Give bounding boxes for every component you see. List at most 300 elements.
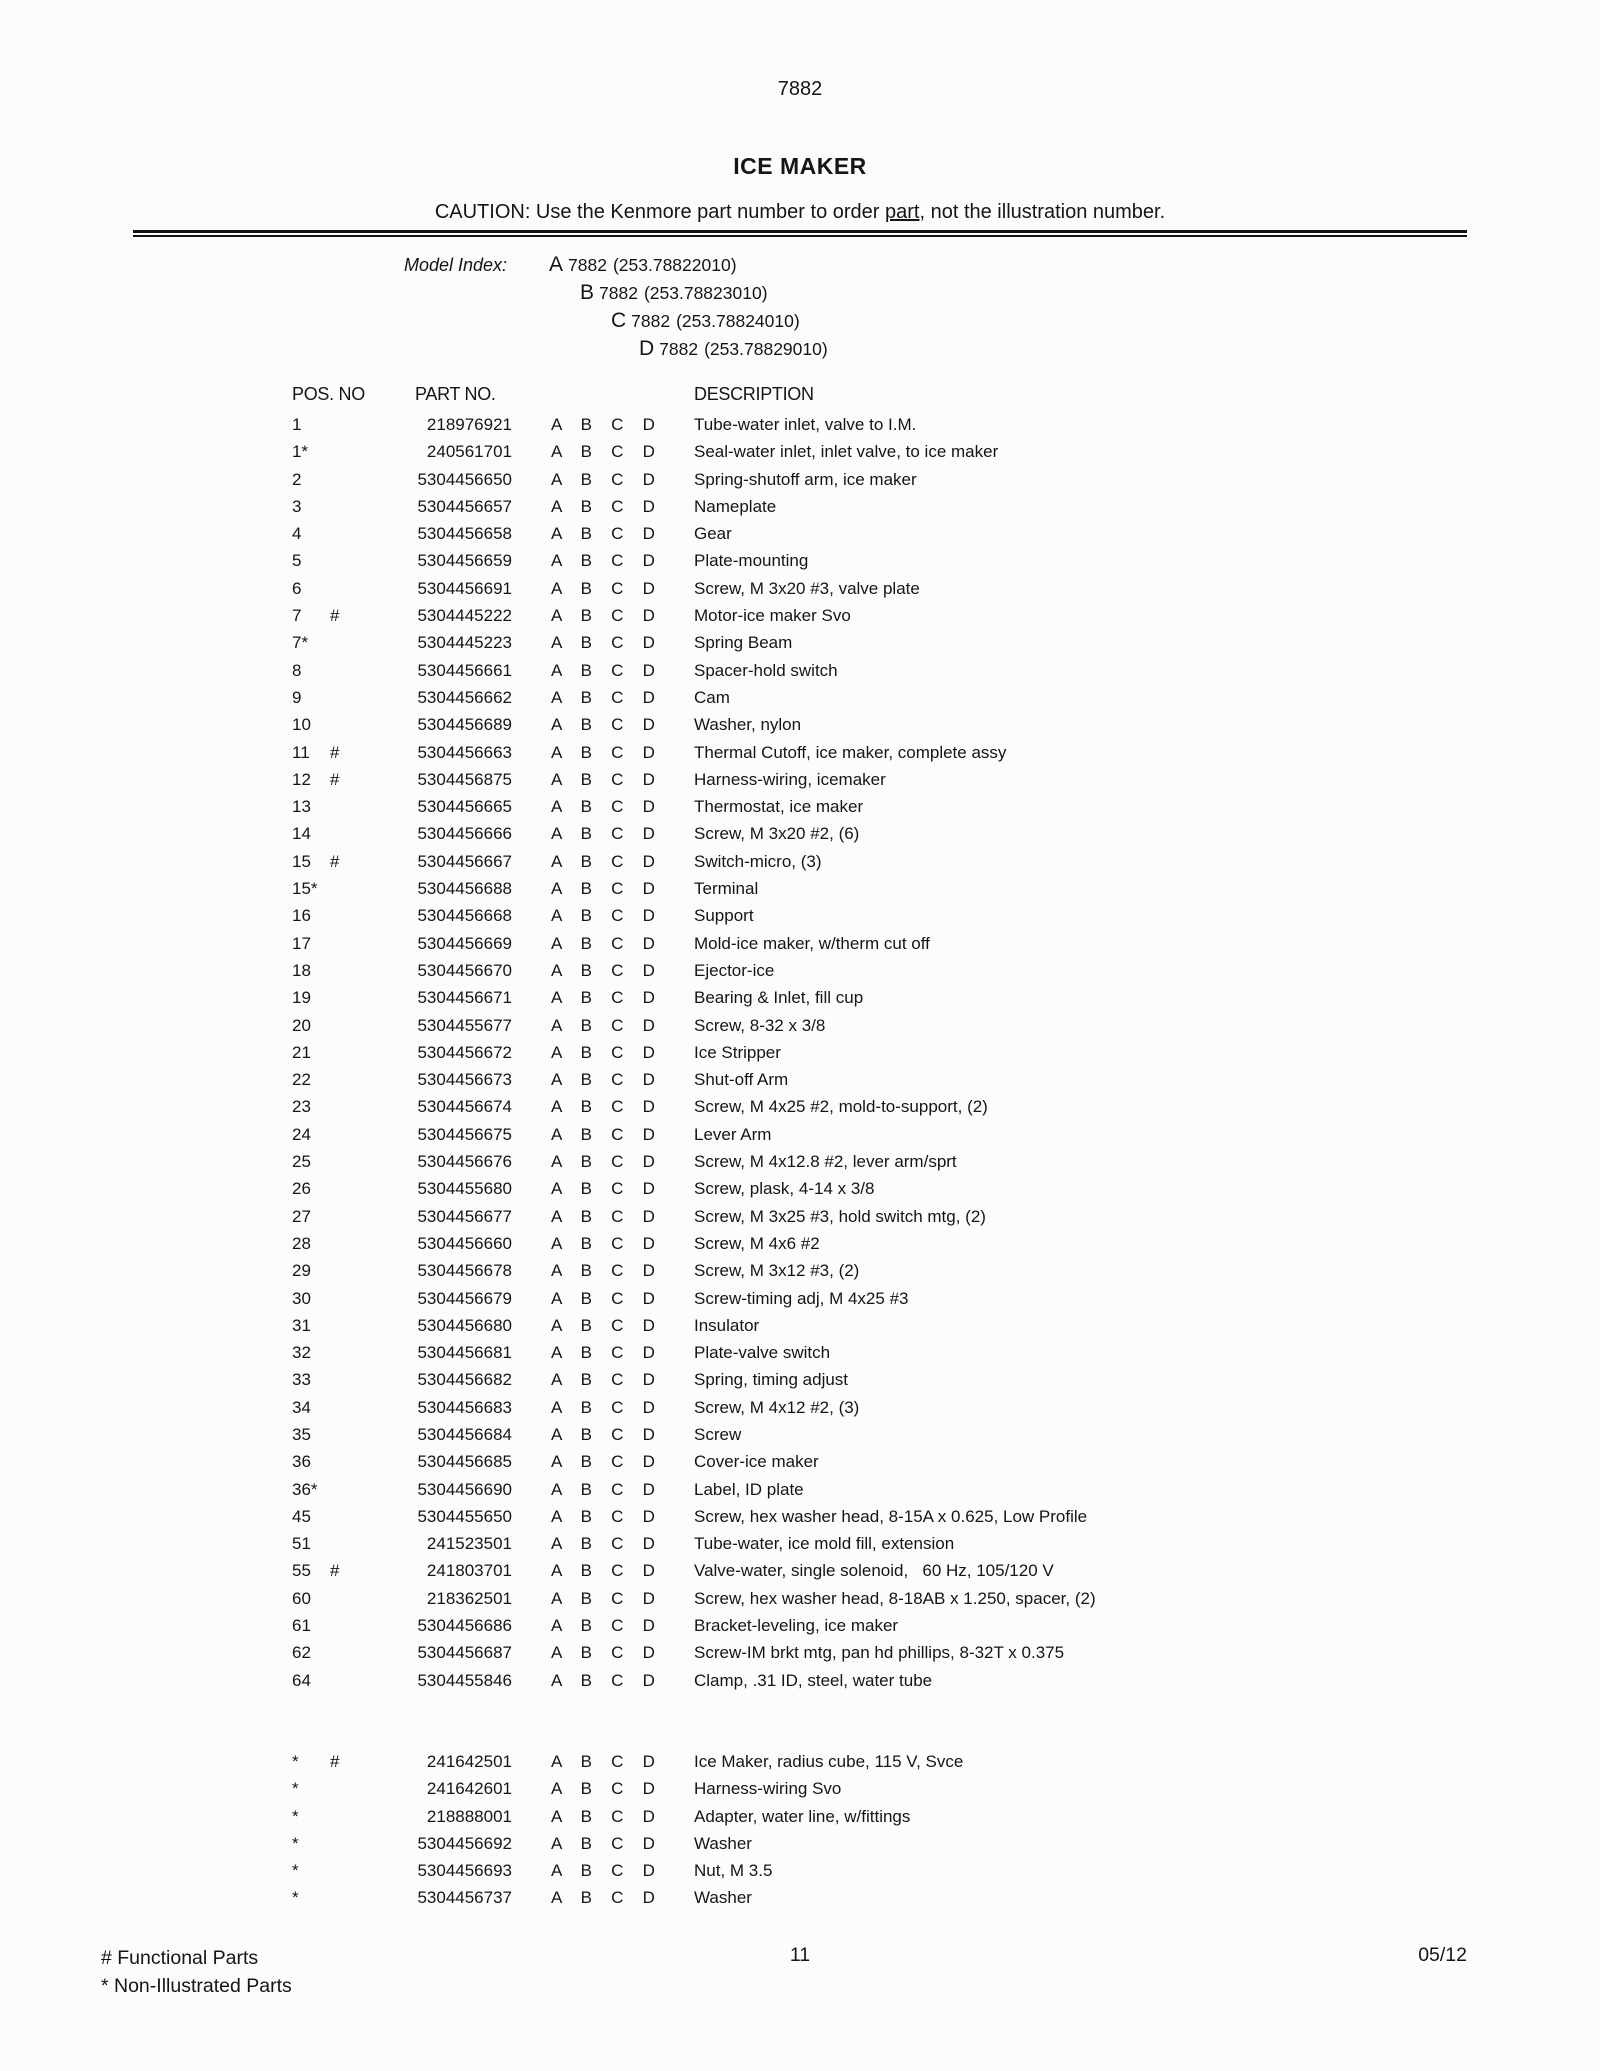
table-row <box>0 466 1600 493</box>
table-row <box>0 520 1600 547</box>
row-pos-no: 62 <box>292 1643 311 1663</box>
model-name: 7882 <box>659 339 699 359</box>
row-part-no: 5304445222 <box>417 606 512 626</box>
row-model-letters: A B C D <box>551 1206 655 1226</box>
table-row <box>0 1830 1600 1857</box>
row-part-no: 5304456875 <box>417 769 512 789</box>
row-description: Tube-water, ice mold fill, extension <box>694 1534 955 1554</box>
table-row <box>0 1039 1600 1066</box>
row-part-no: 218362501 <box>426 1588 512 1608</box>
table-row <box>0 930 1600 957</box>
row-part-no: 5304456665 <box>417 797 512 817</box>
row-description: Spring, timing adjust <box>694 1370 849 1390</box>
model-letter: B <box>580 281 595 304</box>
row-description: Washer <box>694 1833 752 1853</box>
row-description: Screw, M 3x25 #3, hold switch mtg, (2) <box>694 1206 986 1226</box>
table-row <box>0 766 1600 793</box>
table-row <box>0 684 1600 711</box>
row-pos-no: 20 <box>292 1015 311 1035</box>
model-index-entry <box>0 279 1600 307</box>
row-model-letters: A B C D <box>551 1424 655 1444</box>
row-description: Plate-valve switch <box>694 1343 831 1363</box>
row-pos-no: 23 <box>292 1097 311 1117</box>
row-functional-flag: # <box>330 851 340 871</box>
row-description: Valve-water, single solenoid, 60 Hz, 105/120 V <box>694 1561 1054 1581</box>
row-pos-no: 21 <box>292 1042 311 1062</box>
table-row <box>0 1557 1600 1584</box>
row-model-letters: A B C D <box>551 469 655 489</box>
table-row <box>0 575 1600 602</box>
row-model-letters: A B C D <box>551 1097 655 1117</box>
row-pos-no: 32 <box>292 1343 311 1363</box>
row-part-no: 5304456671 <box>417 988 512 1008</box>
row-model-letters: A B C D <box>551 1534 655 1554</box>
table-row <box>0 1585 1600 1612</box>
row-part-no: 240561701 <box>426 442 512 462</box>
row-part-no: 5304456689 <box>417 715 512 735</box>
table-row <box>0 1421 1600 1448</box>
row-part-no: 5304456668 <box>417 906 512 926</box>
row-description: Motor-ice maker Svo <box>694 606 851 626</box>
table-row <box>0 793 1600 820</box>
row-description: Insulator <box>694 1315 760 1335</box>
non-illustrated-parts-note: * Non-Illustrated Parts <box>101 1975 292 1997</box>
row-part-no: 5304456673 <box>417 1070 512 1090</box>
row-model-letters: A B C D <box>551 1315 655 1335</box>
table-row <box>0 957 1600 984</box>
row-description: Screw, M 4x12.8 #2, lever arm/sprt <box>694 1152 957 1172</box>
row-pos-no: 2 <box>292 469 302 489</box>
table-row <box>0 820 1600 847</box>
row-part-no: 5304456676 <box>417 1152 512 1172</box>
model-index-list <box>0 251 1600 363</box>
row-part-no: 5304456672 <box>417 1042 512 1062</box>
row-description: Screw-timing adj, M 4x25 #3 <box>694 1288 909 1308</box>
row-model-letters: A B C D <box>551 906 655 926</box>
row-description: Shut-off Arm <box>694 1070 789 1090</box>
row-part-no: 5304456690 <box>417 1479 512 1499</box>
table-row <box>0 1312 1600 1339</box>
row-part-no: 5304456691 <box>417 578 512 598</box>
row-description: Bearing & Inlet, fill cup <box>694 988 864 1008</box>
row-pos-no: 27 <box>292 1206 311 1226</box>
row-pos-no: * <box>292 1779 299 1799</box>
row-part-no: 5304456675 <box>417 1124 512 1144</box>
table-row <box>0 848 1600 875</box>
row-pos-no: 51 <box>292 1534 311 1554</box>
table-row <box>0 1285 1600 1312</box>
row-functional-flag: # <box>330 1561 340 1581</box>
row-model-letters: A B C D <box>551 1833 655 1853</box>
row-part-no: 5304456679 <box>417 1288 512 1308</box>
column-header-description: DESCRIPTION <box>694 384 814 404</box>
row-part-no: 241642601 <box>426 1779 512 1799</box>
row-functional-flag: # <box>330 1751 340 1771</box>
page-number: 11 <box>789 1944 811 1966</box>
row-pos-no: 14 <box>292 824 311 844</box>
table-row <box>0 1639 1600 1666</box>
row-part-no: 241642501 <box>426 1751 512 1771</box>
row-part-no: 5304456661 <box>417 660 512 680</box>
row-model-letters: A B C D <box>551 1588 655 1608</box>
row-model-letters: A B C D <box>551 1670 655 1690</box>
row-pos-no: 17 <box>292 933 311 953</box>
row-pos-no: 45 <box>292 1506 311 1526</box>
table-row <box>0 1093 1600 1120</box>
row-description: Adapter, water line, w/fittings <box>694 1806 911 1826</box>
row-description: Support <box>694 906 754 926</box>
row-pos-no: 28 <box>292 1233 311 1253</box>
table-row <box>0 984 1600 1011</box>
row-model-letters: A B C D <box>551 1806 655 1826</box>
row-description: Plate-mounting <box>694 551 809 571</box>
table-row <box>0 1066 1600 1093</box>
row-model-letters: A B C D <box>551 1616 655 1636</box>
row-pos-no: 9 <box>292 687 302 707</box>
row-description: Screw, hex washer head, 8-15A x 0.625, Low Profile <box>694 1506 1088 1526</box>
row-pos-no: 29 <box>292 1261 311 1281</box>
row-model-letters: A B C D <box>551 660 655 680</box>
row-model-letters: A B C D <box>551 1751 655 1771</box>
row-model-letters: A B C D <box>551 1479 655 1499</box>
row-model-letters: A B C D <box>551 879 655 899</box>
table-row <box>0 438 1600 465</box>
row-pos-no: 55 <box>292 1561 311 1581</box>
row-part-no: 5304456662 <box>417 687 512 707</box>
row-part-no: 5304456683 <box>417 1397 512 1417</box>
row-model-letters: A B C D <box>551 1888 655 1908</box>
row-pos-no: 6 <box>292 578 302 598</box>
table-row <box>0 1667 1600 1694</box>
table-row <box>0 602 1600 629</box>
table-row <box>0 1175 1600 1202</box>
row-description: Screw-IM brkt mtg, pan hd phillips, 8-32T x 0.375 <box>694 1643 1065 1663</box>
row-pos-no: 16 <box>292 906 311 926</box>
row-pos-no: 64 <box>292 1670 311 1690</box>
row-part-no: 5304455846 <box>417 1670 512 1690</box>
row-pos-no: 13 <box>292 797 311 817</box>
row-pos-no: 15* <box>292 879 318 899</box>
caution-underlined-word: part <box>885 201 920 223</box>
table-row <box>0 1803 1600 1830</box>
row-pos-no: * <box>292 1806 299 1826</box>
row-functional-flag: # <box>330 769 340 789</box>
table-row <box>0 1748 1600 1775</box>
row-pos-no: 11 <box>292 742 310 762</box>
row-pos-no: 1 <box>292 415 302 434</box>
column-header-pos-no: POS. NO <box>292 384 365 404</box>
row-description: Screw, 8-32 x 3/8 <box>694 1015 826 1035</box>
table-row <box>0 739 1600 766</box>
row-part-no: 5304456659 <box>417 551 512 571</box>
row-model-letters: A B C D <box>551 415 655 434</box>
row-pos-no: 4 <box>292 524 302 544</box>
row-model-letters: A B C D <box>551 633 655 653</box>
row-model-letters: A B C D <box>551 1397 655 1417</box>
row-part-no: 5304456657 <box>417 496 512 516</box>
row-part-no: 241803701 <box>426 1561 512 1581</box>
caution-suffix: , not the illustration number. <box>919 201 1166 223</box>
row-pos-no: 35 <box>292 1424 311 1444</box>
row-description: Screw, M 3x20 #2, (6) <box>694 824 860 844</box>
row-pos-no: 19 <box>292 988 311 1008</box>
row-part-no: 5304456693 <box>417 1861 512 1881</box>
row-model-letters: A B C D <box>551 769 655 789</box>
row-functional-flag: # <box>330 606 340 626</box>
row-model-letters: A B C D <box>551 1452 655 1472</box>
row-model-letters: A B C D <box>551 1015 655 1035</box>
row-pos-no: * <box>292 1861 299 1881</box>
row-pos-no: 7* <box>292 633 309 653</box>
row-description: Screw, M 4x12 #2, (3) <box>694 1397 860 1417</box>
row-model-letters: A B C D <box>551 442 655 462</box>
table-row <box>0 902 1600 929</box>
model-number: (253.78822010) <box>612 255 737 275</box>
row-description: Nut, M 3.5 <box>694 1861 773 1881</box>
page-title: ICE MAKER <box>733 153 867 179</box>
row-model-letters: A B C D <box>551 1179 655 1199</box>
functional-parts-note: # Functional Parts <box>101 1947 259 1969</box>
row-part-no: 241523501 <box>426 1534 512 1554</box>
row-description: Nameplate <box>694 496 777 516</box>
row-model-letters: A B C D <box>551 933 655 953</box>
row-description: Mold-ice maker, w/therm cut off <box>694 933 930 953</box>
caution-prefix: CAUTION: Use the Kenmore part number to order <box>434 201 885 223</box>
row-part-no: 5304456667 <box>417 851 512 871</box>
table-row <box>0 1230 1600 1257</box>
row-model-letters: A B C D <box>551 1561 655 1581</box>
row-model-letters: A B C D <box>551 687 655 707</box>
model-index-block <box>0 251 1600 363</box>
caution-line <box>0 201 1600 224</box>
table-row <box>0 1257 1600 1284</box>
row-model-letters: A B C D <box>551 551 655 571</box>
row-pos-no: * <box>292 1833 299 1853</box>
row-model-letters: A B C D <box>551 1070 655 1090</box>
row-model-letters: A B C D <box>551 797 655 817</box>
row-description: Spring Beam <box>694 633 793 653</box>
row-description: Spring-shutoff arm, ice maker <box>694 469 917 489</box>
row-description: Screw, M 3x12 #3, (2) <box>694 1261 860 1281</box>
row-model-letters: A B C D <box>551 960 655 980</box>
row-description: Harness-wiring Svo <box>694 1779 842 1799</box>
row-description: Ejector-ice <box>694 960 775 980</box>
model-index-entry <box>0 307 1600 335</box>
row-part-no: 5304456685 <box>417 1452 512 1472</box>
table-row <box>0 1148 1600 1175</box>
table-row <box>0 1448 1600 1475</box>
row-pos-no: 36 <box>292 1452 311 1472</box>
row-part-no: 5304456666 <box>417 824 512 844</box>
row-model-letters: A B C D <box>551 824 655 844</box>
row-description: Harness-wiring, icemaker <box>694 769 886 789</box>
row-description: Screw, M 4x6 #2 <box>694 1233 820 1253</box>
model-name: 7882 <box>631 311 671 331</box>
row-description: Terminal <box>694 879 759 899</box>
row-part-no: 5304456670 <box>417 960 512 980</box>
row-pos-no: 24 <box>292 1124 311 1144</box>
row-pos-no: 22 <box>292 1070 311 1090</box>
model-index-entry <box>0 335 1600 363</box>
row-part-no: 5304455680 <box>417 1179 512 1199</box>
row-description: Screw, plask, 4-14 x 3/8 <box>694 1179 875 1199</box>
row-part-no: 5304455650 <box>417 1506 512 1526</box>
row-model-letters: A B C D <box>551 1233 655 1253</box>
table-row <box>0 1394 1600 1421</box>
row-model-letters: A B C D <box>551 1779 655 1799</box>
row-model-letters: A B C D <box>551 578 655 598</box>
row-model-letters: A B C D <box>551 1288 655 1308</box>
row-description: Screw, M 3x20 #3, valve plate <box>694 578 920 598</box>
row-description: Ice Stripper <box>694 1042 781 1062</box>
row-description: Lever Arm <box>694 1124 772 1144</box>
row-pos-no: 5 <box>292 551 302 571</box>
table-row <box>0 629 1600 656</box>
table-row <box>0 1530 1600 1557</box>
row-part-no: 5304456688 <box>417 879 512 899</box>
row-part-no: 5304456669 <box>417 933 512 953</box>
table-row <box>0 1476 1600 1503</box>
table-header <box>0 384 1600 408</box>
row-description: Bracket-leveling, ice maker <box>694 1616 899 1636</box>
row-model-letters: A B C D <box>551 1261 655 1281</box>
row-part-no: 5304445223 <box>417 633 512 653</box>
model-index-label: Model Index: <box>404 255 508 275</box>
row-part-no: 218976921 <box>426 415 512 434</box>
model-number: (253.78823010) <box>643 283 768 303</box>
row-model-letters: A B C D <box>551 1506 655 1526</box>
table-row <box>0 547 1600 574</box>
row-part-no: 5304456682 <box>417 1370 512 1390</box>
table-row <box>0 1366 1600 1393</box>
table-row <box>0 875 1600 902</box>
row-description: Ice Maker, radius cube, 115 V, Svce <box>694 1751 964 1771</box>
row-pos-no: 34 <box>292 1397 311 1417</box>
row-part-no: 5304456678 <box>417 1261 512 1281</box>
row-description: Thermal Cutoff, ice maker, complete assy <box>694 742 1007 762</box>
row-part-no: 5304456681 <box>417 1343 512 1363</box>
row-model-letters: A B C D <box>551 524 655 544</box>
row-pos-no: 36* <box>292 1479 318 1499</box>
row-part-no: 218888001 <box>426 1806 512 1826</box>
revision-date: 05/12 <box>1418 1944 1467 1966</box>
row-pos-no: 61 <box>292 1616 311 1636</box>
table-row <box>0 1884 1600 1911</box>
row-description: Seal-water inlet, inlet valve, to ice maker <box>694 442 999 462</box>
row-part-no: 5304456686 <box>417 1616 512 1636</box>
table-row <box>0 1612 1600 1639</box>
row-model-letters: A B C D <box>551 1370 655 1390</box>
table-row <box>0 1775 1600 1802</box>
row-pos-no: 30 <box>292 1288 311 1308</box>
row-part-no: 5304455677 <box>417 1015 512 1035</box>
row-description: Spacer-hold switch <box>694 660 838 680</box>
row-description: Cover-ice maker <box>694 1452 819 1472</box>
model-letter: C <box>611 309 627 332</box>
row-description: Screw <box>694 1424 742 1444</box>
row-part-no: 5304456680 <box>417 1315 512 1335</box>
row-model-letters: A B C D <box>551 988 655 1008</box>
row-part-no: 5304456663 <box>417 742 512 762</box>
row-pos-no: 1* <box>292 442 309 462</box>
doc-number: 7882 <box>777 78 823 100</box>
row-pos-no: 60 <box>292 1588 311 1608</box>
table-row <box>0 711 1600 738</box>
column-header-part-no: PART NO. <box>415 384 496 404</box>
table-row <box>0 1857 1600 1884</box>
model-number: (253.78824010) <box>676 311 800 331</box>
header-divider-rule <box>133 230 1467 237</box>
table-row <box>0 493 1600 520</box>
table-row <box>0 1121 1600 1148</box>
row-description: Washer <box>694 1888 752 1908</box>
model-name: 7882 <box>568 255 607 275</box>
row-description: Washer, nylon <box>694 715 802 735</box>
table-row <box>0 1012 1600 1039</box>
row-model-letters: A B C D <box>551 1861 655 1881</box>
row-part-no: 5304456684 <box>417 1424 512 1444</box>
row-pos-no: 18 <box>292 960 311 980</box>
row-part-no: 5304456677 <box>417 1206 512 1226</box>
row-pos-no: 15 <box>292 851 311 871</box>
row-model-letters: A B C D <box>551 742 655 762</box>
row-pos-no: 31 <box>292 1315 311 1335</box>
row-pos-no: 26 <box>292 1179 311 1199</box>
row-part-no: 5304456660 <box>417 1233 512 1253</box>
model-index-entry <box>0 251 1600 279</box>
row-part-no: 5304456737 <box>417 1888 512 1908</box>
row-description: Label, ID plate <box>694 1479 804 1499</box>
row-pos-no: 8 <box>292 660 302 680</box>
row-model-letters: A B C D <box>551 1643 655 1663</box>
row-description: Switch-micro, (3) <box>694 851 822 871</box>
row-pos-no: 10 <box>292 715 311 735</box>
row-model-letters: A B C D <box>551 606 655 626</box>
row-description: Tube-water inlet, valve to I.M. <box>694 415 917 434</box>
row-model-letters: A B C D <box>551 851 655 871</box>
parts-table-body <box>0 411 1600 1912</box>
model-letter: A <box>549 253 564 276</box>
row-description: Clamp, .31 ID, steel, water tube <box>694 1670 933 1690</box>
row-description: Thermostat, ice maker <box>694 797 864 817</box>
row-model-letters: A B C D <box>551 715 655 735</box>
row-description: Screw, hex washer head, 8-18AB x 1.250, spacer, (2) <box>694 1588 1096 1608</box>
table-row <box>0 657 1600 684</box>
row-pos-no: 7 <box>292 606 302 626</box>
row-pos-no: * <box>292 1751 299 1771</box>
row-part-no: 5304456658 <box>417 524 512 544</box>
model-name: 7882 <box>599 283 638 303</box>
row-pos-no: 25 <box>292 1152 311 1172</box>
model-number: (253.78829010) <box>704 339 828 359</box>
row-model-letters: A B C D <box>551 1343 655 1363</box>
model-letter: D <box>639 337 655 360</box>
row-part-no: 5304456687 <box>417 1643 512 1663</box>
row-pos-no: 33 <box>292 1370 311 1390</box>
row-part-no: 5304456674 <box>417 1097 512 1117</box>
row-model-letters: A B C D <box>551 496 655 516</box>
table-row <box>0 1339 1600 1366</box>
table-row <box>0 1203 1600 1230</box>
row-pos-no: 3 <box>292 496 302 516</box>
table-row <box>0 411 1600 438</box>
row-pos-no: * <box>292 1888 299 1908</box>
row-model-letters: A B C D <box>551 1124 655 1144</box>
row-functional-flag: # <box>330 742 340 762</box>
row-model-letters: A B C D <box>551 1042 655 1062</box>
row-part-no: 5304456650 <box>417 469 512 489</box>
row-description: Cam <box>694 687 730 707</box>
